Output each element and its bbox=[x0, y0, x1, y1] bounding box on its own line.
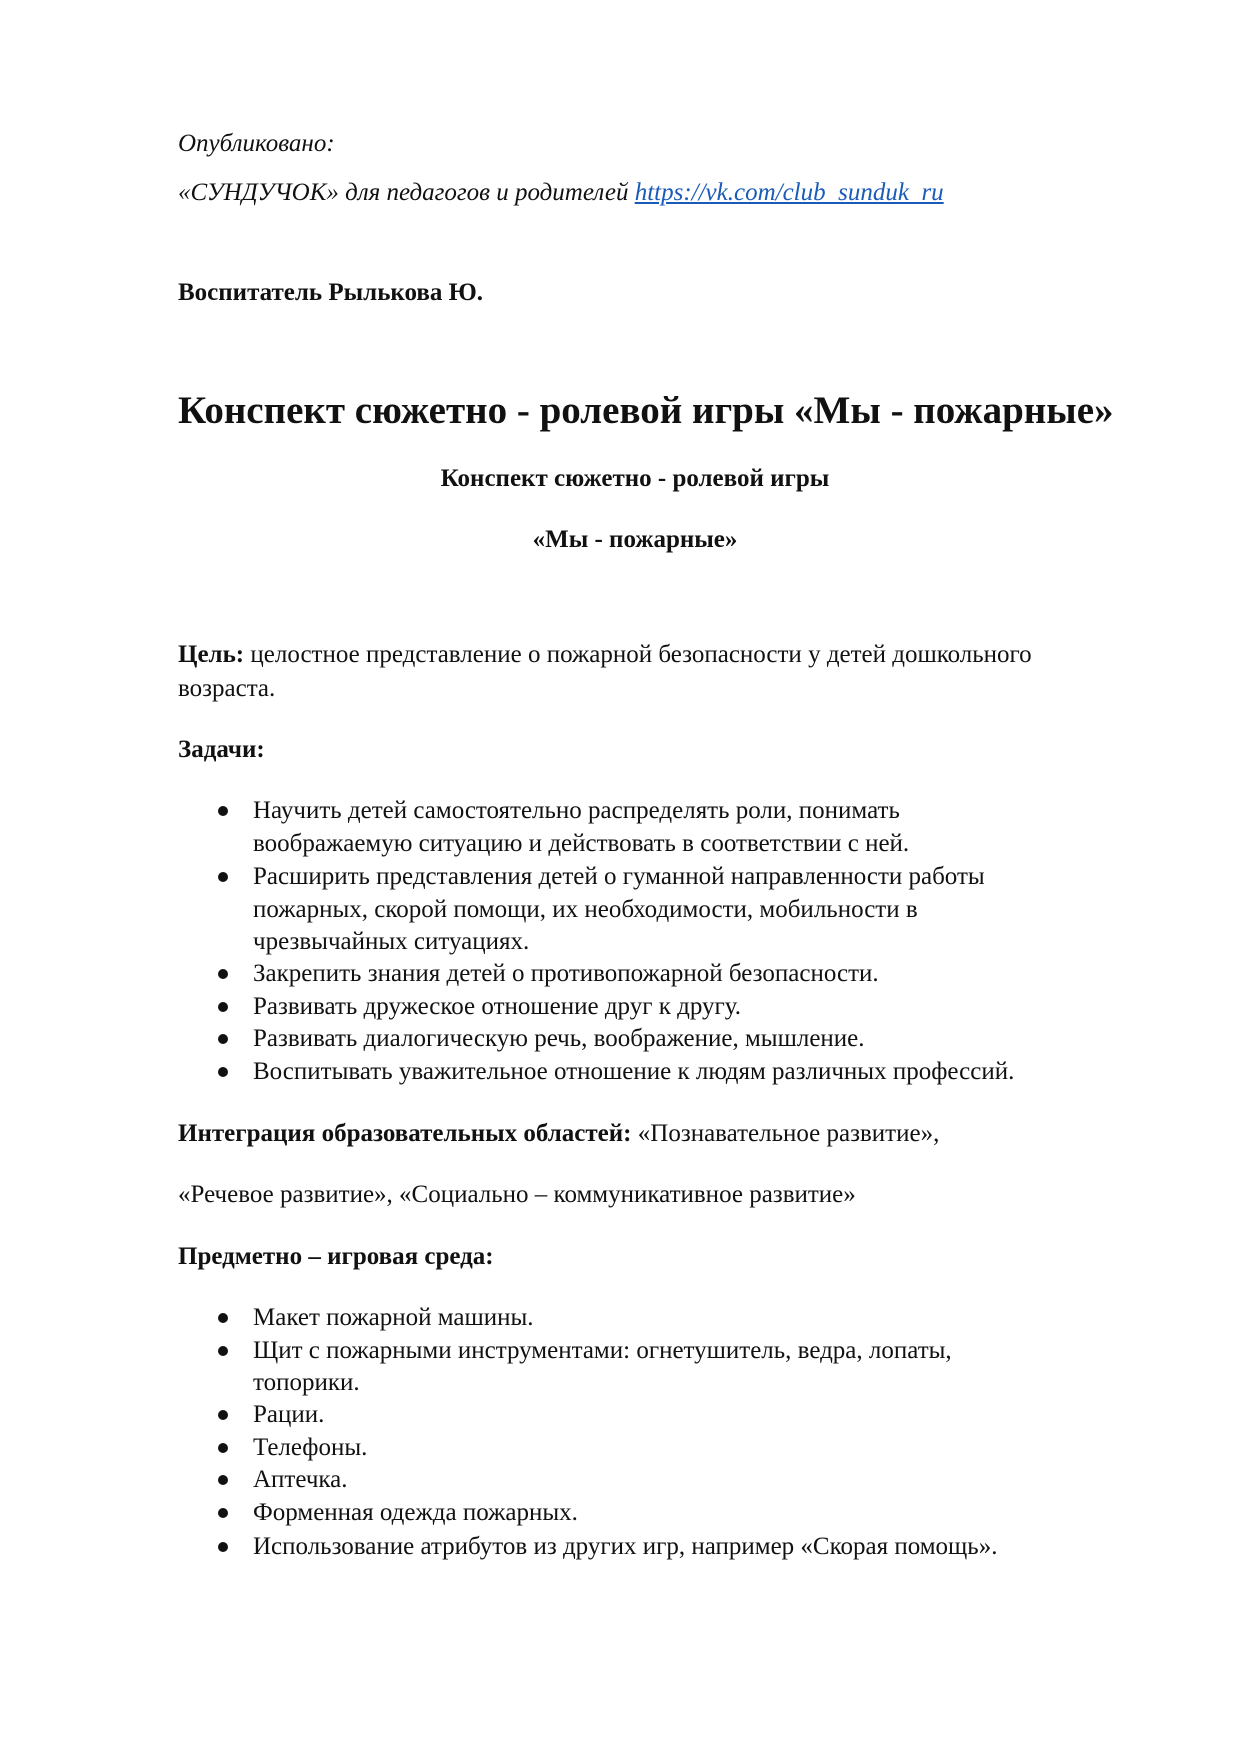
list-item: Рации. bbox=[253, 1401, 325, 1428]
source-line bbox=[178, 177, 944, 209]
goal-line-2: возраста. bbox=[178, 675, 276, 702]
goal-text: целостное представление о пожарной безопасности у детей дошкольного bbox=[244, 641, 1032, 668]
list-item-cont: чрезвычайных ситуациях. bbox=[253, 928, 530, 955]
bullet-icon bbox=[218, 806, 228, 816]
list-item: Использование атрибутов из других игр, например «Скорая помощь». bbox=[253, 1533, 998, 1560]
bullet-icon bbox=[218, 1410, 228, 1420]
bullet-icon bbox=[218, 1313, 228, 1323]
bullet-icon bbox=[218, 1508, 228, 1518]
subtitle-line-2: «Мы - пожарные» bbox=[532, 526, 738, 553]
goal-line-1 bbox=[178, 639, 1032, 671]
list-item: Воспитывать уважительное отношение к людям различных профессий. bbox=[253, 1058, 1015, 1085]
list-item: Аптечка. bbox=[253, 1466, 348, 1493]
author: Воспитатель Рылькова Ю. bbox=[178, 279, 484, 306]
bullet-icon bbox=[218, 1542, 228, 1552]
bullet-icon bbox=[218, 969, 228, 979]
source-text: «СУНДУЧОК» для педагогов и родителей bbox=[178, 179, 629, 206]
list-item: Щит с пожарными инструментами: огнетушитель, ведра, лопаты, bbox=[253, 1337, 952, 1364]
bullet-icon bbox=[218, 1067, 228, 1077]
integration-text: «Познавательное развитие», bbox=[631, 1120, 940, 1147]
integration-label: Интеграция образовательных областей: bbox=[178, 1120, 632, 1147]
bullet-icon bbox=[218, 1002, 228, 1012]
page-title: Конспект сюжетно - ролевой игры «Мы - пожарные» bbox=[178, 389, 1114, 432]
published-label: Опубликовано: bbox=[178, 130, 335, 157]
bullet-icon bbox=[218, 1475, 228, 1485]
list-item: Расширить представления детей о гуманной направленности работы bbox=[253, 863, 985, 890]
bullet-icon bbox=[218, 1443, 228, 1453]
integration-line-2: «Речевое развитие», «Социально – коммуникативное развитие» bbox=[178, 1181, 856, 1208]
list-item: Развивать дружеское отношение друг к другу. bbox=[253, 993, 742, 1020]
list-item: Закрепить знания детей о противопожарной безопасности. bbox=[253, 960, 879, 987]
integration-line-1 bbox=[178, 1118, 939, 1150]
list-item: Форменная одежда пожарных. bbox=[253, 1499, 578, 1526]
list-item: Развивать диалогическую речь, воображение, мышление. bbox=[253, 1025, 865, 1052]
bullet-icon bbox=[218, 1034, 228, 1044]
list-item-cont: воображаемую ситуацию и действовать в соответствии с ней. bbox=[253, 830, 910, 857]
bullet-icon bbox=[218, 872, 228, 882]
source-link[interactable]: https://vk.com/club_sunduk_ru bbox=[634, 179, 944, 206]
bullet-icon bbox=[218, 1346, 228, 1356]
list-item: Телефоны. bbox=[253, 1434, 368, 1461]
goal-label: Цель: bbox=[178, 641, 245, 668]
list-item-cont: топорики. bbox=[253, 1369, 360, 1396]
list-item-cont: пожарных, скорой помощи, их необходимости, мобильности в bbox=[253, 896, 918, 923]
environment-heading: Предметно – игровая среда: bbox=[178, 1243, 494, 1270]
tasks-heading: Задачи: bbox=[178, 736, 265, 763]
list-item: Научить детей самостоятельно распределять роли, понимать bbox=[253, 797, 900, 824]
list-item: Макет пожарной машины. bbox=[253, 1304, 534, 1331]
subtitle-line-1: Конспект сюжетно - ролевой игры bbox=[440, 465, 830, 492]
